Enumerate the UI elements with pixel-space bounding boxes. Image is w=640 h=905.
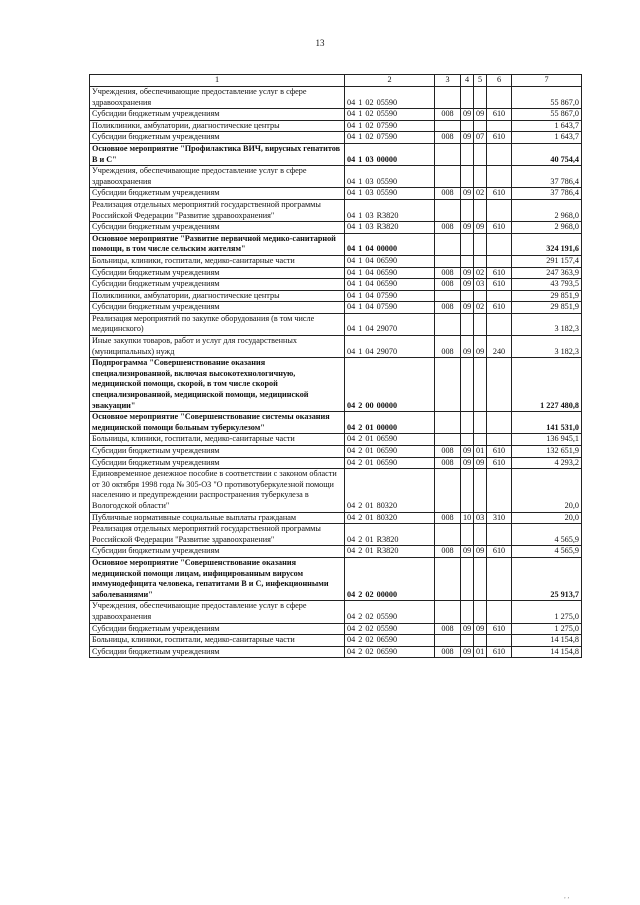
cell-target-code: 04 2 01 00000 [345, 412, 435, 434]
cell-expense-type: 610 [487, 623, 512, 635]
cell-name: Реализация мероприятий по закупке оборудования (в том числе медицинского) [90, 313, 345, 335]
header-col-6: 6 [487, 75, 512, 87]
cell-amount: 4 293,2 [512, 457, 582, 469]
cell-department [435, 255, 461, 267]
cell-department [435, 412, 461, 434]
cell-subsection: 09 [474, 336, 487, 358]
cell-department: 008 [435, 109, 461, 121]
cell-target-code: 04 2 02 06590 [345, 646, 435, 658]
header-col-7: 7 [512, 75, 582, 87]
cell-amount: 247 363,9 [512, 267, 582, 279]
cell-expense-type: 610 [487, 446, 512, 458]
cell-expense-type: 610 [487, 109, 512, 121]
cell-expense-type: 610 [487, 132, 512, 144]
cell-section [461, 120, 474, 132]
cell-expense-type [487, 524, 512, 546]
cell-section: 09 [461, 132, 474, 144]
table-row [90, 546, 582, 558]
table-row [90, 255, 582, 267]
cell-subsection: 09 [474, 457, 487, 469]
cell-expense-type [487, 412, 512, 434]
cell-target-code: 04 2 00 00000 [345, 358, 435, 412]
cell-subsection [474, 166, 487, 188]
cell-department: 008 [435, 132, 461, 144]
cell-department [435, 166, 461, 188]
cell-expense-type: 610 [487, 646, 512, 658]
cell-target-code: 04 2 01 80320 [345, 512, 435, 524]
cell-subsection [474, 120, 487, 132]
cell-expense-type [487, 143, 512, 165]
cell-target-code: 04 1 03 R3820 [345, 222, 435, 234]
table-row [90, 313, 582, 335]
cell-amount: 29 851,9 [512, 290, 582, 302]
cell-target-code: 04 2 01 R3820 [345, 546, 435, 558]
table-row [90, 336, 582, 358]
cell-target-code: 04 2 01 06590 [345, 446, 435, 458]
cell-subsection: 09 [474, 109, 487, 121]
cell-section [461, 524, 474, 546]
cell-name: Учреждения, обеспечивающие предоставление услуг в сфере здравоохранения [90, 166, 345, 188]
cell-subsection [474, 412, 487, 434]
cell-expense-type: 610 [487, 302, 512, 314]
cell-target-code: 04 1 04 29070 [345, 336, 435, 358]
cell-department [435, 87, 461, 109]
table-row [90, 646, 582, 658]
table-row [90, 222, 582, 234]
cell-department: 008 [435, 302, 461, 314]
cell-department [435, 434, 461, 446]
table-row [90, 469, 582, 512]
header-col-3: 3 [435, 75, 461, 87]
cell-name: Субсидии бюджетным учреждениям [90, 646, 345, 658]
table-row [90, 290, 582, 302]
cell-name: Подпрограмма "Совершенствование оказания специализированной, включая высокотехнологичную, медицинской помощи, скорой, в том числе скорой специализированной, медицинской помощи, медицинской эвакуации" [90, 358, 345, 412]
cell-name: Учреждения, обеспечивающие предоставление услуг в сфере здравоохранения [90, 87, 345, 109]
cell-department: 008 [435, 279, 461, 291]
cell-expense-type: 610 [487, 279, 512, 291]
table-row [90, 524, 582, 546]
cell-section [461, 143, 474, 165]
cell-department: 008 [435, 512, 461, 524]
cell-section [461, 469, 474, 512]
cell-amount: 324 191,6 [512, 233, 582, 255]
cell-subsection [474, 524, 487, 546]
cell-expense-type [487, 233, 512, 255]
cell-target-code: 04 2 01 R3820 [345, 524, 435, 546]
cell-department [435, 233, 461, 255]
cell-amount: 1 643,7 [512, 132, 582, 144]
cell-section [461, 635, 474, 647]
cell-target-code: 04 1 04 06590 [345, 279, 435, 291]
cell-expense-type [487, 601, 512, 623]
cell-name: Больницы, клиники, госпитали, медико-санитарные части [90, 635, 345, 647]
cell-amount: 1 275,0 [512, 623, 582, 635]
cell-department [435, 199, 461, 221]
cell-expense-type: 610 [487, 457, 512, 469]
cell-subsection: 03 [474, 512, 487, 524]
table-row [90, 279, 582, 291]
cell-section: 10 [461, 512, 474, 524]
cell-section: 09 [461, 109, 474, 121]
cell-amount: 43 793,5 [512, 279, 582, 291]
cell-name: Больницы, клиники, госпитали, медико-санитарные части [90, 255, 345, 267]
cell-subsection [474, 635, 487, 647]
table-row [90, 143, 582, 165]
cell-name: Больницы, клиники, госпитали, медико-санитарные части [90, 434, 345, 446]
cell-section: 09 [461, 336, 474, 358]
table-row [90, 635, 582, 647]
cell-expense-type [487, 199, 512, 221]
cell-name: Учреждения, обеспечивающие предоставление услуг в сфере здравоохранения [90, 601, 345, 623]
cell-name: Субсидии бюджетным учреждениям [90, 546, 345, 558]
cell-section [461, 199, 474, 221]
table-row [90, 623, 582, 635]
budget-table [89, 74, 582, 658]
cell-amount: 29 851,9 [512, 302, 582, 314]
cell-section: 09 [461, 546, 474, 558]
cell-target-code: 04 1 02 07590 [345, 120, 435, 132]
cell-expense-type: 610 [487, 188, 512, 200]
cell-subsection [474, 290, 487, 302]
header-col-5: 5 [474, 75, 487, 87]
cell-target-code: 04 1 03 R3820 [345, 199, 435, 221]
cell-name: Единовременное денежное пособие в соответствии с законом области от 30 октября 1998 года № 305-ОЗ "О противотуберкулезной помощи населению и предупреждении распространения туберкулеза в Вологодской области" [90, 469, 345, 512]
table-row [90, 166, 582, 188]
cell-name: Основное мероприятие "Развитие первичной медико-санитарной помощи, в том числе сельским жителям" [90, 233, 345, 255]
cell-amount: 14 154,8 [512, 646, 582, 658]
cell-section [461, 412, 474, 434]
cell-target-code: 04 1 04 07590 [345, 290, 435, 302]
cell-amount: 136 945,1 [512, 434, 582, 446]
cell-department: 008 [435, 446, 461, 458]
cell-target-code: 04 2 01 06590 [345, 457, 435, 469]
cell-amount: 1 227 480,8 [512, 358, 582, 412]
cell-section: 09 [461, 457, 474, 469]
cell-amount: 3 182,3 [512, 336, 582, 358]
cell-section [461, 434, 474, 446]
cell-target-code: 04 2 02 06590 [345, 635, 435, 647]
cell-subsection [474, 255, 487, 267]
cell-section [461, 557, 474, 600]
cell-expense-type [487, 358, 512, 412]
table-row [90, 267, 582, 279]
cell-department [435, 358, 461, 412]
cell-department [435, 120, 461, 132]
cell-name: Субсидии бюджетным учреждениям [90, 623, 345, 635]
cell-amount: 25 913,7 [512, 557, 582, 600]
header-col-1: 1 [90, 75, 345, 87]
table-row [90, 109, 582, 121]
cell-department: 008 [435, 623, 461, 635]
table-row [90, 120, 582, 132]
cell-subsection: 07 [474, 132, 487, 144]
cell-section [461, 290, 474, 302]
header-col-2: 2 [345, 75, 435, 87]
table-row [90, 132, 582, 144]
cell-section: 09 [461, 646, 474, 658]
table-row [90, 557, 582, 600]
cell-amount: 37 786,4 [512, 166, 582, 188]
table-row [90, 412, 582, 434]
table-row [90, 87, 582, 109]
cell-subsection: 02 [474, 302, 487, 314]
cell-department [435, 524, 461, 546]
cell-amount: 55 867,0 [512, 87, 582, 109]
cell-expense-type [487, 635, 512, 647]
cell-name: Поликлиники, амбулатории, диагностические центры [90, 290, 345, 302]
cell-department: 008 [435, 188, 461, 200]
cell-department [435, 557, 461, 600]
cell-expense-type [487, 434, 512, 446]
cell-name: Субсидии бюджетным учреждениям [90, 446, 345, 458]
cell-section: 09 [461, 222, 474, 234]
table-row [90, 358, 582, 412]
cell-expense-type [487, 255, 512, 267]
cell-amount: 3 182,3 [512, 313, 582, 335]
cell-amount: 20,0 [512, 512, 582, 524]
cell-subsection [474, 601, 487, 623]
cell-target-code: 04 1 04 07590 [345, 302, 435, 314]
cell-section [461, 255, 474, 267]
cell-expense-type: 610 [487, 267, 512, 279]
cell-name: Основное мероприятие "Профилактика ВИЧ, вирусных гепатитов В и С" [90, 143, 345, 165]
cell-department [435, 313, 461, 335]
table-row [90, 302, 582, 314]
cell-section [461, 233, 474, 255]
cell-target-code: 04 1 04 00000 [345, 233, 435, 255]
cell-target-code: 04 1 03 00000 [345, 143, 435, 165]
cell-name: Субсидии бюджетным учреждениям [90, 222, 345, 234]
cell-department [435, 143, 461, 165]
cell-name: Иные закупки товаров, работ и услуг для государственных (муниципальных) нужд [90, 336, 345, 358]
cell-section: 09 [461, 188, 474, 200]
cell-name: Поликлиники, амбулатории, диагностические центры [90, 120, 345, 132]
table-row [90, 434, 582, 446]
cell-expense-type: 310 [487, 512, 512, 524]
header-col-4: 4 [461, 75, 474, 87]
cell-subsection: 09 [474, 546, 487, 558]
cell-subsection: 09 [474, 623, 487, 635]
cell-expense-type [487, 120, 512, 132]
cell-section [461, 166, 474, 188]
cell-subsection [474, 143, 487, 165]
cell-expense-type [487, 469, 512, 512]
cell-department: 008 [435, 646, 461, 658]
cell-target-code: 04 1 03 05590 [345, 166, 435, 188]
cell-target-code: 04 2 02 05590 [345, 601, 435, 623]
cell-subsection [474, 434, 487, 446]
cell-name: Субсидии бюджетным учреждениям [90, 109, 345, 121]
cell-expense-type [487, 313, 512, 335]
cell-name: Субсидии бюджетным учреждениям [90, 302, 345, 314]
table-row [90, 512, 582, 524]
cell-target-code: 04 1 02 05590 [345, 87, 435, 109]
cell-section [461, 358, 474, 412]
cell-name: Основное мероприятие "Совершенствование системы оказания медицинской помощи больным туберкулезом" [90, 412, 345, 434]
cell-name: Публичные нормативные социальные выплаты гражданам [90, 512, 345, 524]
cell-expense-type: 610 [487, 546, 512, 558]
footer-mark: , , [564, 892, 570, 900]
table-row [90, 446, 582, 458]
cell-target-code: 04 1 04 06590 [345, 255, 435, 267]
table-row [90, 233, 582, 255]
cell-section: 09 [461, 446, 474, 458]
cell-subsection [474, 469, 487, 512]
cell-target-code: 04 2 02 05590 [345, 623, 435, 635]
cell-name: Реализация отдельных мероприятий государственной программы Российской Федерации "Развитие здравоохранения" [90, 199, 345, 221]
cell-amount: 291 157,4 [512, 255, 582, 267]
cell-target-code: 04 1 03 05590 [345, 188, 435, 200]
cell-department: 008 [435, 546, 461, 558]
cell-target-code: 04 2 01 80320 [345, 469, 435, 512]
cell-name: Субсидии бюджетным учреждениям [90, 267, 345, 279]
cell-target-code: 04 2 01 06590 [345, 434, 435, 446]
cell-target-code: 04 1 02 05590 [345, 109, 435, 121]
cell-section: 09 [461, 623, 474, 635]
cell-name: Реализация отдельных мероприятий государственной программы Российской Федерации "Развитие здравоохранения" [90, 524, 345, 546]
table-row [90, 601, 582, 623]
cell-amount: 141 531,0 [512, 412, 582, 434]
table-row [90, 457, 582, 469]
cell-section [461, 313, 474, 335]
table-row [90, 199, 582, 221]
cell-subsection [474, 199, 487, 221]
cell-subsection: 02 [474, 267, 487, 279]
cell-name: Субсидии бюджетным учреждениям [90, 457, 345, 469]
cell-subsection: 01 [474, 646, 487, 658]
cell-amount: 37 786,4 [512, 188, 582, 200]
cell-section: 09 [461, 302, 474, 314]
cell-amount: 132 651,9 [512, 446, 582, 458]
cell-section [461, 87, 474, 109]
cell-subsection [474, 557, 487, 600]
cell-expense-type [487, 166, 512, 188]
cell-target-code: 04 1 02 07590 [345, 132, 435, 144]
cell-department [435, 601, 461, 623]
cell-subsection: 03 [474, 279, 487, 291]
cell-target-code: 04 2 02 00000 [345, 557, 435, 600]
cell-amount: 40 754,4 [512, 143, 582, 165]
cell-target-code: 04 1 04 29070 [345, 313, 435, 335]
page-number: 13 [315, 38, 325, 48]
cell-department: 008 [435, 267, 461, 279]
cell-amount: 2 968,0 [512, 222, 582, 234]
cell-amount: 2 968,0 [512, 199, 582, 221]
cell-department: 008 [435, 336, 461, 358]
cell-amount: 4 565,9 [512, 524, 582, 546]
table-row [90, 188, 582, 200]
cell-department [435, 290, 461, 302]
cell-department [435, 469, 461, 512]
cell-amount: 4 565,9 [512, 546, 582, 558]
cell-expense-type: 240 [487, 336, 512, 358]
cell-subsection [474, 87, 487, 109]
cell-expense-type: 610 [487, 222, 512, 234]
table-header-row [90, 75, 582, 87]
cell-name: Субсидии бюджетным учреждениям [90, 279, 345, 291]
cell-subsection: 01 [474, 446, 487, 458]
cell-department [435, 635, 461, 647]
cell-name: Субсидии бюджетным учреждениям [90, 188, 345, 200]
cell-subsection [474, 358, 487, 412]
cell-amount: 20,0 [512, 469, 582, 512]
cell-department: 008 [435, 457, 461, 469]
cell-subsection [474, 313, 487, 335]
cell-expense-type [487, 557, 512, 600]
cell-name: Субсидии бюджетным учреждениям [90, 132, 345, 144]
cell-department: 008 [435, 222, 461, 234]
cell-expense-type [487, 87, 512, 109]
cell-target-code: 04 1 04 06590 [345, 267, 435, 279]
cell-name: Основное мероприятие "Совершенствование оказания медицинской помощи лицам, инфицированным вирусом иммунодефицита человека, гепатитами В и С, инфекционными заболеваниями" [90, 557, 345, 600]
cell-subsection: 09 [474, 222, 487, 234]
cell-section [461, 601, 474, 623]
cell-section: 09 [461, 267, 474, 279]
cell-amount: 1 275,0 [512, 601, 582, 623]
cell-amount: 14 154,8 [512, 635, 582, 647]
cell-amount: 55 867,0 [512, 109, 582, 121]
cell-amount: 1 643,7 [512, 120, 582, 132]
cell-expense-type [487, 290, 512, 302]
cell-subsection [474, 233, 487, 255]
cell-section: 09 [461, 279, 474, 291]
cell-subsection: 02 [474, 188, 487, 200]
